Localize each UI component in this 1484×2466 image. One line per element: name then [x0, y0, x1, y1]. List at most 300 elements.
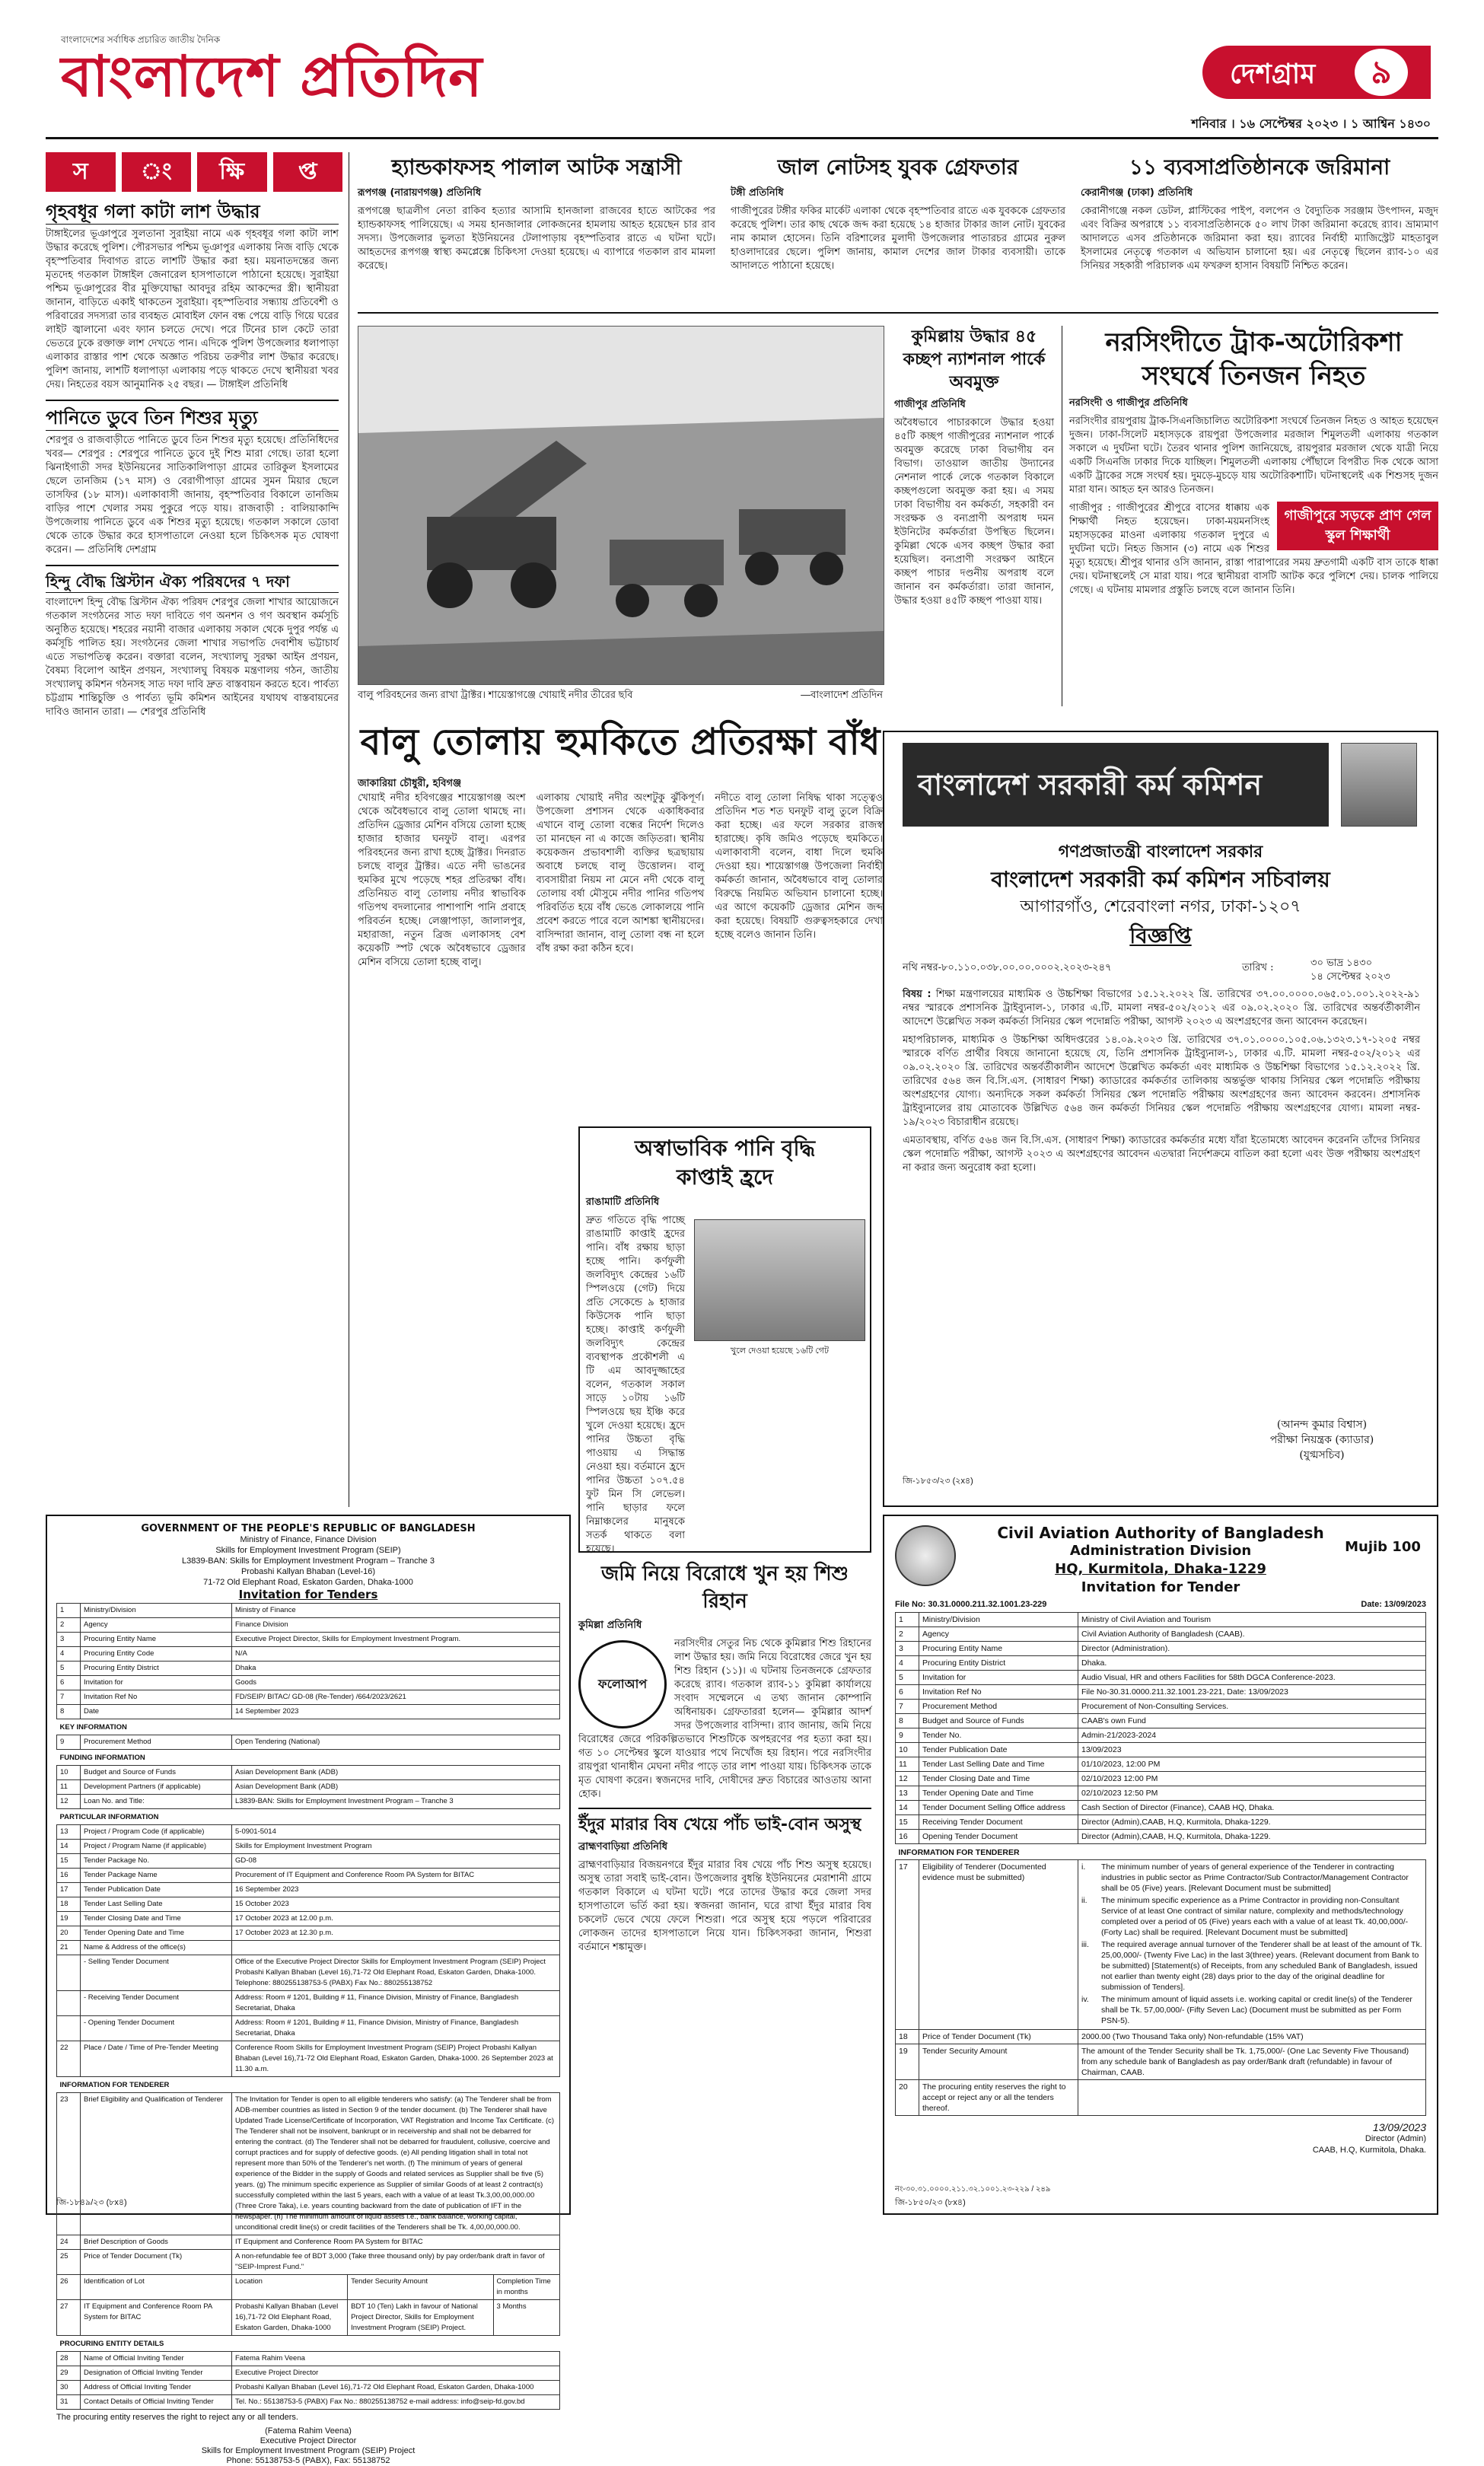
- eligibility-item: [1081, 1994, 1422, 2026]
- table-row: [896, 2080, 1426, 2116]
- table-row: [57, 2275, 560, 2300]
- table-cell: - Selling Tender Document: [81, 1955, 232, 1991]
- sangkhipto-char: ং: [122, 152, 192, 192]
- table-cell: Price of Tender Document (Tk): [919, 2030, 1078, 2044]
- masthead-date: শনিবার । ১৬ সেপ্টেম্বর ২০২৩ । ১ আশ্বিন ১৪৩০: [1191, 116, 1431, 131]
- table-cell: 11: [896, 1757, 919, 1772]
- masthead-rule: [46, 137, 1438, 139]
- table-row: [57, 1618, 560, 1633]
- table-cell: Place / Date / Time of Pre-Tender Meeting: [81, 2041, 232, 2077]
- rihan-story: [578, 1560, 871, 2215]
- brief-fake-note: [731, 152, 1065, 312]
- table-cell: Procuring Entity District: [81, 1662, 232, 1676]
- table-cell: 31: [57, 2395, 81, 2410]
- table-row: [57, 1647, 560, 1662]
- table-cell: Fatema Rahim Veena: [232, 2352, 560, 2366]
- table-cell: Tender Document Selling Office address: [919, 1801, 1078, 1815]
- table-cell: 27: [57, 2300, 81, 2336]
- table-cell: 15: [896, 1815, 919, 1830]
- kaptai-story: [578, 1126, 871, 1553]
- table-cell: 23: [57, 2093, 81, 2235]
- table-cell: Ministry of Finance: [232, 1604, 560, 1618]
- table-row: [896, 1757, 1426, 1772]
- eligibility-list: [1078, 1860, 1426, 2030]
- table-row: [57, 1604, 560, 1618]
- table-cell: Executive Project Director, Skills for Employment Investment Program.: [232, 1633, 560, 1647]
- table-cell: 30: [57, 2381, 81, 2395]
- signer-title: পরীক্ষা নিয়ন্ত্রক (ক্যাডার): [1269, 1434, 1374, 1446]
- table-cell: FD/SEIP/ BITAC/ GD-08 (Re-Tender) /664/2023/2621: [232, 1690, 560, 1705]
- table-cell: The procuring entity reserves the right to accept or reject any or all the tenders thereof.: [919, 2080, 1078, 2116]
- section-tab: [1202, 46, 1431, 99]
- masthead: [46, 30, 1438, 145]
- table-cell: A non-refundable fee of BDT 3,000 (Take three thousand only) by pay order/bank draft in favor of "SEIP-Imprest Fund.": [232, 2250, 560, 2275]
- table-cell: 26: [57, 2275, 81, 2300]
- table-section-header: [57, 1719, 560, 1735]
- item-number: iv.: [1081, 1995, 1089, 2004]
- section-name: দেশগ্রাম: [1230, 59, 1316, 90]
- table-cell: 7: [57, 1690, 81, 1705]
- memo-ref: নং-৩০.৩১.০০০০.২১১.৩২.১০০১.২৩-২২৯ / ২৪৯: [895, 2185, 1051, 2194]
- table-cell: Procuring Entity Name: [919, 1642, 1078, 1656]
- bpsc-subject-label: বিষয় :: [903, 989, 931, 1000]
- section-label: PARTICULAR INFORMATION: [59, 1813, 159, 1821]
- table-row: [57, 1662, 560, 1676]
- article-body: দ্রুত গতিতে বৃদ্ধি পাচ্ছে রাঙামাটি কাপ্তাই হ্রদের পানি। বাঁধ রক্ষায় ছাড়া হচ্ছে পানি। কর্ণফুলী জলবিদ্যুৎ কেন্দ্রের ১৬টি স্পিলওয়ে (গেট) দিয়ে প্রতি সেকেন্ডে ৯ হাজার কিউসেক পানি ছাড়া হচ্ছে। কাপ্তাই কর্ণফুলী জলবিদ্যুৎ কেন্দ্রের ব্যবস্থাপক প্রকৌশলী এ টি এম আবদুজ্জাহের বলেন, গতকাল সকাল সাড়ে ১০টায় ১৬টি স্পিলওয়ে ছয় ইঞ্চি করে খুলে দেওয়া হয়েছে। হ্রদে পানির উচ্চতা বৃদ্ধি পাওয়ায় এ সিদ্ধান্ত নেওয়া হয়। বর্তমানে হ্রদে পানির উচ্চতা ১০৭.৫৪ ফুট মিন সি লেভেল। পানি ছাড়ার ফলে নিম্নাঞ্চলের মানুষকে সতর্ক থাকতে বলা হয়েছে।: [586, 1215, 685, 1555]
- headline: জমি নিয়ে বিরোধে খুন হয় শিশু রিহান: [600, 1563, 849, 1613]
- bpsc-logo-text: বাংলাদেশ সরকারী কর্ম কমিশন: [918, 768, 1263, 801]
- article-body: খোয়াই নদীর হবিগঞ্জের শায়েস্তাগঞ্জ অংশ থেকে অবৈধভাবে বালু তোলা থামছে না। প্রতিদিন ড্রেজার মেশিন বসিয়ে তোলা হচ্ছে হাজার হাজার ঘনফুট বালু। এরপর পরিবহনের জন্য রাখা হচ্ছে ট্রাক্টর। দিনরাত চলছে বালুর ট্রাক্টর। এতে নদী ভাঙনের হুমকির মুখে পড়েছে শহর প্রতিরক্ষা বাঁধ। প্রতিনিয়ত বালু তোলায় নদীর স্বাভাবিক গতিপথ বদলানোর পাশাপাশি পানি প্রবাহে পরিবর্তন হচ্ছে। লেঞ্জাপাড়া, জালালপুর, মহারাজা, নতুন ব্রিজ এলাকাসহ বেশ কয়েকটি স্পট থেকে অবৈধভাবে ড্রেজার মেশিন বসিয়ে তোলা হচ্ছে বালু।: [358, 792, 526, 968]
- table-cell: Project / Program Code (if applicable): [81, 1825, 232, 1840]
- table-cell: Tender Security Amount: [348, 2275, 493, 2300]
- seip-ban: L3839-BAN: Skills for Employment Investment Program – Tranche 3: [182, 1556, 435, 1566]
- table-cell: 15: [57, 1854, 81, 1869]
- table-section-header: [896, 1844, 1426, 1860]
- table-cell: Ministry/Division: [919, 1613, 1078, 1627]
- signer-title: Executive Project Director: [260, 2436, 357, 2445]
- table-cell: Procurement Method: [919, 1700, 1078, 1714]
- bpsc-address: আগারগাঁও, শেরেবাংলা নগর, ঢাকা-১২০৭: [1020, 897, 1301, 916]
- table-cell: 10: [896, 1743, 919, 1757]
- article-body: নরসিংদীর রায়পুরায় ট্রাক-সিএনজিচালিত অটোরিকশা সংঘর্ষে তিনজন নিহত ও আহত হয়েছেন দুজন। ঢাকা-সিলেট মহাসড়কে রায়পুরা উপজেলার মরজাল শিমুলতলী এলাকায় গতকাল সকালে এ দুর্ঘটনা ঘটে। তৈরব থানার পুলিশ জানিয়েছে, রায়পুরার মরজাল থেকে যাত্রী নিয়ে একটি সিএনজি ঢাকার দিকে যাচ্ছিল। শিমুলতলী এলাকায় পৌঁছালে বিপরীত দিক থেকে আসা একটি ট্রাকের সঙ্গে সংঘর্ষ হয়। দুমড়ে-মুচড়ে যায় অটোরিকশাটি। ঘটনাস্থলেই এক শিশুসহ দুজন মারা যান। আহত হন আরও তিনজন।: [1069, 416, 1438, 495]
- followup-label: ফলোআপ: [597, 1676, 648, 1691]
- table-cell: Director (Admin),CAAB, H.Q, Kurmitola, Dhaka-1229.: [1078, 1815, 1426, 1830]
- table-cell: Agency: [81, 1618, 232, 1633]
- table-cell: Finance Division: [232, 1618, 560, 1633]
- table-cell: Executive Project Director: [232, 2366, 560, 2381]
- article-body: ব্রাহ্মণবাড়িয়ার বিজয়নগরে ইঁদুর মারার বিষ খেয়ে পাঁচ শিশু অসুস্থ হয়েছে। অসুস্থ তারা সবাই ভাই-বোন। উপজেলার বুধন্তি ইউনিয়নের মেরাশানী গ্রামে গতকাল বিকালে এ ঘটনা ঘটে। পরে তাদের উদ্ধার করে জেলা সদর হাসপাতালে ভর্তি করা হয়। স্বজনরা জানান, ঘরে রাখা ইঁদুর মারার বিষ চকলেট ভেবে খেয়ে ফেলে শিশুরা। পরে অসুস্থ হয়ে পড়লে পরিবারের লোকজন তাদের হাসপাতালে নিয়ে যান। চিকিৎসকরা জানান, শিশুরা বর্তমানে শঙ্কামুক্ত।: [578, 1859, 871, 1953]
- article-body: অবৈধভাবে পাচারকালে উদ্ধার হওয়া ৪৫টি কচ্ছপ গাজীপুরের ন্যাশনাল পার্কে অবমুক্ত করেছে ঢাকা বিভাগীয় বন বিভাগ। তাওয়াল জাতীয় উদ্যানের নেশনাল পার্কে লেকে গতকাল বিকালে কচ্ছপগুলো অবমুক্ত করা হয়। এ সময় ঢাকা বিভাগীয় বন কর্মকর্তা, সহকারী বন সংরক্ষক ও বন্যপ্রাণী অপরাধ দমন ইউনিটের কর্মকর্তারা উপস্থিত ছিলেন। কুমিল্লা থেকে এসব কচ্ছপ উদ্ধার করা হয়েছিল। বন্যপ্রাণী সংরক্ষণ আইনে কচ্ছপ পাচার দণ্ডনীয় অপরাধ বলে জানান বন কর্মকর্তারা। তারা জানান, উদ্ধার হওয়া ৪৫টি কচ্ছপ পাওয়া যায়।: [894, 417, 1054, 607]
- headline: পানিতে ডুবে তিন শিশুর মৃত্যু: [46, 400, 339, 431]
- table-cell: 15 October 2023: [232, 1897, 560, 1912]
- ad-ref: জি-১৮৪৯/২৩ (৮x৪): [56, 2198, 127, 2207]
- byline: গাজীপুর প্রতিনিধি: [894, 399, 966, 410]
- table-cell: - Receiving Tender Document: [81, 1991, 232, 2016]
- table-cell: Identification of Lot: [81, 2275, 232, 2300]
- table-cell: Invitation Ref No: [919, 1685, 1078, 1700]
- table-row: [57, 2250, 560, 2275]
- bpsc-date-label: তারিখ :: [1242, 962, 1274, 973]
- table-cell: Tel. No.: 55138753-5 (PABX) Fax No.: 880255138752 e-mail address: info@seip-fd.gov.bd: [232, 2395, 560, 2410]
- mujib-portrait: [1341, 743, 1417, 827]
- table-cell: Name of Official Inviting Tender: [81, 2352, 232, 2366]
- byline: রাঙামাটি প্রতিনিধি: [586, 1196, 660, 1208]
- table-row: [57, 2016, 560, 2041]
- table-row: [896, 1671, 1426, 1685]
- table-cell: 3 Months: [493, 2300, 559, 2336]
- eligibility-item: [1081, 1862, 1422, 1894]
- table-cell: Contact Details of Official Inviting Tender: [81, 2395, 232, 2410]
- table-cell: Dhaka: [232, 1662, 560, 1676]
- table-cell: Invitation for: [919, 1671, 1078, 1685]
- table-cell: 14 September 2023: [232, 1705, 560, 1719]
- table-cell: 1: [57, 1604, 81, 1618]
- bpsc-paragraph: এমতাবস্থায়, বর্ণিত ৫৬৪ জন বি.সি.এস. (সাধারণ শিক্ষা) ক্যাডারের কর্মকর্তার মধ্যে যাঁরা ইতোমধ্যে আবেদন করেননি তাঁদের সিনিয়র স্কেল পদোন্নতি পরীক্ষা, আগস্ট ২০২৩ এ অংশগ্রহণের আবেদন এতদ্বারা নির্দেশক্রমে বাতিল করা হলো এবং উক্ত পরীক্ষায় অংশগ্রহণ না করার জন্য অনুরোধ করা হলো।: [903, 1135, 1420, 1174]
- table-cell: Address: Room # 1201, Building # 11, Finance Division, Ministry of Finance, Bangladesh Secretariat, Dhaka: [232, 1991, 560, 2016]
- bpsc-gov: গণপ্রজাতন্ত্রী বাংলাদেশ সরকার: [1058, 843, 1263, 862]
- table-section-header: [57, 1809, 560, 1825]
- table-cell: Tender Opening Date and Time: [81, 1926, 232, 1941]
- seip-title: Invitation for Tenders: [238, 1588, 378, 1601]
- table-row: [896, 1743, 1426, 1757]
- table-row: [57, 1869, 560, 1883]
- table-cell: 13: [896, 1786, 919, 1801]
- table-cell: CAAB's own Fund: [1078, 1714, 1426, 1728]
- table-row: [57, 1780, 560, 1795]
- table-cell: Asian Development Bank (ADB): [232, 1780, 560, 1795]
- table-cell: 5-0901-5014: [232, 1825, 560, 1840]
- ad-ref: জি-১৮৫৩/২৩ (২x৪): [903, 1477, 973, 1486]
- table-cell: 29: [57, 2366, 81, 2381]
- seip-bhaban: Probashi Kallyan Bhaban (Level-16): [240, 1567, 376, 1576]
- signature-date: 13/09/2023: [1372, 2121, 1426, 2133]
- photo-caption: বালু পরিবহনের জন্য রাখা ট্রাক্টর। শায়েস্তাগঞ্জে খোয়াই নদীর তীরের ছবি: [358, 689, 633, 700]
- table-row: [896, 1815, 1426, 1830]
- article-body: এলাকায় খোয়াই নদীর অংশটুকু ঝুঁকিপূর্ণ। উপজেলা প্রশাসন থেকে একাধিকবার এখানে বালু তোলা বন্ধের নির্দেশ দিলেও তা মানছেন না এ কাজে জড়িতরা। স্থানীয় কয়েকজন প্রভাবশালী ব্যক্তির ছত্রছায়ায় অবাধে চলছে বালু উত্তোলন। বালু ব্যবসায়ীরা নিয়ম না মেনে নদী থেকে বালু তোলায় বর্ষা মৌসুমে নদীর পানির গতিপথ পরিবর্তিত হয়ে বাঁধ ভেঙে লোকালয়ে পানি প্রবেশ করতে পারে বলে আশঙ্কা স্থানীয়দের। বাসিন্দারা জানান, বালু তোলা বন্ধ না হলে বাঁধ রক্ষা করা কঠিন হবে।: [536, 792, 705, 954]
- table-cell: Goods: [232, 1676, 560, 1690]
- article-body: কেরানীগঞ্জে নকল ডেটল, প্লাস্টিকের পাইপ, বলপেন ও বৈদ্যুতিক সরঞ্জাম উৎপাদন, মজুদ এবং বিক্রির অপরাধে ১১ ব্যবসাপ্রতিষ্ঠানকে ৫০ লাখ টাকা জরিমানা করেছে র‌্যাব। ভ্রাম্যমাণ আদালতে এসব প্রতিষ্ঠানকে জরিমানা করা হয়। র‌্যাবের নির্বাহী ম্যাজিস্ট্রেট মাহতাবুল ইসলামের নেতৃত্বে গতকাল এ অভিযান চালানো হয়। এর নেতৃত্বে ছিলেন র‌্যাব-১০ এর সিনিয়র সহকারী পরিচালক এম ফখরুল হাসান বিষয়টি নিশ্চিত করেন।: [1081, 206, 1438, 272]
- signer-title: Director (Admin): [1365, 2134, 1426, 2143]
- section-label: INFORMATION FOR TENDERER: [59, 2081, 170, 2089]
- table-cell: Open Tendering (National): [232, 1735, 560, 1750]
- table-row: [57, 1926, 560, 1941]
- signer-contact: Phone: 55138753-5 (PABX), Fax: 55138752: [226, 2456, 390, 2465]
- table-cell: Date: [81, 1705, 232, 1719]
- table-cell: Brief Eligibility and Qualification of Tenderer: [81, 2093, 232, 2235]
- eligibility-item: [1081, 1895, 1422, 1938]
- article-body: বাংলাদেশ হিন্দু বৌদ্ধ খ্রিস্টান ঐক্য পরিষদ শেরপুর জেলা শাখার আয়োজনে গতকাল সংগঠনের সাত দফা দাবিতে গণ অনশন ও গণ অবস্থান কর্মসূচি অনুষ্ঠিত হয়েছে। শহরের নয়ানী বাজার এলাকায় সকাল থেকে দুপুর পর্যন্ত এ কর্মসূচি পালিত হয়। সংগঠনের জেলা শাখার সভাপতি দেবাশীষ ভট্টাচার্য এতে সভাপতিত্ব করেন। বক্তারা বলেন, সংখ্যালঘু সুরক্ষা আইন প্রণয়ন, বৈষম্য বিলোপ আইন প্রণয়ন, সংখ্যালঘু বিষয়ক মন্ত্রণালয় গঠন, জাতীয় সংখ্যালঘু কমিশন গঠনসহ সাত দফা দাবি দ্রুত বাস্তবায়ন করতে হবে। পার্বত্য চট্টগ্রাম শান্তিচুক্তি ও পার্বত্য ভূমি কমিশন আইনের যথাযথ বাস্তবায়নের দাবিও জানান তারা। — শেরপুর প্রতিনিধি: [46, 597, 339, 718]
- table-row: [896, 1627, 1426, 1642]
- feature-body: [358, 792, 883, 1111]
- table-cell: 02/10/2023 12:50 PM: [1078, 1786, 1426, 1801]
- signer-name: (আনন্দ কুমার বিশ্বাস): [1276, 1419, 1368, 1431]
- table-cell: Skills for Employment Investment Program: [232, 1840, 560, 1854]
- table-cell: 16 September 2023: [232, 1883, 560, 1897]
- table-cell: 2: [57, 1618, 81, 1633]
- item-number: ii.: [1081, 1896, 1088, 1905]
- table-cell: 17: [896, 1860, 919, 2030]
- sangkhipto-char: ক্ষি: [197, 152, 267, 192]
- table-cell: 1: [896, 1613, 919, 1627]
- table-cell: Cash Section of Director (Finance), CAAB HQ, Dhaka.: [1078, 1801, 1426, 1815]
- section-label: FUNDING INFORMATION: [59, 1754, 145, 1762]
- table-cell: Tender Publication Date: [81, 1883, 232, 1897]
- table-cell: 18: [57, 1897, 81, 1912]
- byline: ব্রাহ্মণবাড়িয়া প্রতিনিধি: [578, 1841, 668, 1853]
- caab-emblem: [895, 1525, 956, 1586]
- table-cell: [232, 1941, 560, 1955]
- table-cell: 12: [57, 1795, 81, 1809]
- table-cell: Invitation for: [81, 1676, 232, 1690]
- eligibility-item: [1081, 1939, 1422, 1993]
- photo-credit: —বাংলাদেশ প্রতিদিন: [801, 689, 883, 700]
- table-cell: Tender Closing Date and Time: [81, 1912, 232, 1926]
- table-cell: Eligibility of Tenderer (Documented evidence must be submitted): [919, 1860, 1078, 2030]
- table-row: [57, 1795, 560, 1809]
- signer-name: (Fatema Rahim Veena): [265, 2426, 352, 2436]
- byline: কেরানীগঞ্জ (ঢাকা) প্রতিনিধি: [1081, 187, 1193, 199]
- feature-byline: জাকারিয়া চৌধুরী, হবিগঞ্জ: [358, 778, 462, 789]
- table-cell: Tender Opening Date and Time: [919, 1786, 1078, 1801]
- headline: ইঁদুর মারার বিষ খেয়ে পাঁচ ভাই-বোন অসুস্থ: [578, 1808, 871, 1837]
- table-cell: The amount of the Tender Security shall be Tk. 1,75,000/- (One Lac Seventy Five Thousand) from any schedule bank of Bangladesh as pay order/Bank draft (refundable) in favour of Chairman, CAAB.: [1078, 2044, 1426, 2080]
- table-row: [57, 1854, 560, 1869]
- table-section-header: [57, 1750, 560, 1766]
- seip-gov: GOVERNMENT OF THE PEOPLE'S REPUBLIC OF BANGLADESH: [141, 1523, 476, 1534]
- table-cell: [1078, 2080, 1426, 2116]
- table-cell: Budget and Source of Funds: [919, 1714, 1078, 1728]
- table-cell: Opening Tender Document: [919, 1830, 1078, 1844]
- table-cell: Procurement of Non-Consulting Services.: [1078, 1700, 1426, 1714]
- bpsc-body: [903, 988, 1420, 1414]
- table-row: [57, 1676, 560, 1690]
- table-cell: 21: [57, 1941, 81, 1955]
- seip-program: Skills for Employment Investment Program (SEIP): [215, 1546, 401, 1555]
- item-text: The minimum specific experience as a Prime Contractor in providing non-Consultant Service of at least One contract of similar nature, complexity and methods/technology completed over a period of 05 (Five) years each with a value of at least Tk. 40,00,000/- (Forty Lac) shall be required. [Relevant Document must be submitted]: [1101, 1896, 1409, 1937]
- table-row: [57, 2381, 560, 2395]
- table-cell: Completion Time in months: [493, 2275, 559, 2300]
- table-cell: IT Equipment and Conference Room PA System for BITAC: [81, 2300, 232, 2336]
- table-row: [896, 1656, 1426, 1671]
- table-row: [896, 1772, 1426, 1786]
- table-cell: 19: [896, 2044, 919, 2080]
- table-cell: Civil Aviation Authority of Bangladesh (CAAB).: [1078, 1627, 1426, 1642]
- table-cell: 3: [57, 1633, 81, 1647]
- bpsc-subject: শিক্ষা মন্ত্রণালয়ের মাধ্যমিক ও উচ্চশিক্ষা বিভাগের ১৫.১২.২০২২ খ্রি. তারিখের ৩৭.০০.০০০০.০৬৫.০১.০০১.২০২২-৯১ নম্বর স্মারকে প্রশাসনিক ট্রাইব্যুনাল-১, ঢাকার এ.টি. মামলা নম্বর-৫০২/২০১২ এর ০৯.০২.২০২০ খ্রি. তারিখের অন্তর্বর্তীকালীন আদেশে উল্লেখিত সকল কর্মকর্তা সিনিয়র স্কেল পদোন্নতি পরীক্ষা, আগস্ট ২০২৩ এ অংশগ্রহণের জন্য আবেদন করেছেন।: [903, 989, 1420, 1028]
- caab-h1: Civil Aviation Authority of Bangladesh: [997, 1524, 1324, 1542]
- article-body: নরসিংদীর সেতুর নিচ থেকে কুমিল্লার শিশু রিহানের লাশ উদ্ধার হয়। জমি নিয়ে বিরোধের জেরে খুন হয় শিশু রিহান (১১)। এ ঘটনায় তিনজনকে গ্রেফতার করেছে র‌্যাব। গতকাল র‌্যাব-১১ কুমিল্লা কার্যালয়ে সংবাদ সম্মেলনে এ তথ্য জানান কোম্পানি অধিনায়ক। গ্রেফতাররা হলেন— কুমিল্লার আদর্শ সদর উপজেলার বাসিন্দা। র‌্যাব জানায়, জমি নিয়ে বিরোধের জেরে পরিকল্পিতভাবে শিশুটিকে অপহরণের পর হত্যা করা হয়। গত ১০ সেপ্টেম্বর স্কুলে যাওয়ার পথে নিখোঁজ হয় রিহান। পরে নরসিংদীর রায়পুরা থানাধীন মেঘনা নদীর পাড়ে তার লাশ পাওয়া যায়। চিকিৎসক তাকে মৃত ঘোষণা করেন। স্বজনদের দাবি, দোষীদের দ্রুত বিচারের আওতায় আনা হোক।: [578, 1638, 871, 1800]
- sangkhipto-char: স: [46, 152, 116, 192]
- bpsc-logo-banner: [903, 743, 1329, 827]
- table-cell: GD-08: [232, 1854, 560, 1869]
- seip-address: 71-72 Old Elephant Road, Eskaton Garden, Dhaka-1000: [203, 1578, 413, 1587]
- table-cell: 5: [896, 1671, 919, 1685]
- table-row: [896, 1786, 1426, 1801]
- table-cell: [57, 2016, 81, 2041]
- table-cell: Tender Package No.: [81, 1854, 232, 1869]
- table-cell: 17 October 2023 at 12.30 p.m.: [232, 1926, 560, 1941]
- caab-h3: HQ, Kurmitola, Dhaka-1229: [1055, 1561, 1266, 1577]
- table-cell: Invitation Ref No: [81, 1690, 232, 1705]
- followup-badge: [578, 1640, 667, 1728]
- table-row: [896, 1642, 1426, 1656]
- table-cell: Brief Description of Goods: [81, 2235, 232, 2250]
- seip-reserve: The procuring entity reserves the right to reject any or all tenders.: [56, 2413, 298, 2422]
- sangkhipto-char: প্ত: [273, 152, 343, 192]
- article-body: শেরপুর ও রাজবাড়ীতে পানিতে ডুবে তিন শিশুর মৃত্যু হয়েছে। প্রতিনিধিদের খবর— শেরপুর : শেরপুরে পানিতে ডুবে দুই শিশু মারা গেছে। তারা হলো ঝিনাইগাতী সদর ইউনিয়নের সাতিকালিপাড়া গ্রামের তারিকুল ইসলামের ছেলে তানজিম (১৭ মাস) ও বেরাগীপাড়া গ্রামের সুমন মিয়ার ছেলে তাসফির (১৮ মাস)। এলাকাবাসী জানায়, বৃহস্পতিবার বিকালে তানজিম বাড়ির পাশে খেলার সময় পুকুরে পড়ে যায়। রাজবাড়ী : বালিয়াকান্দি উপজেলায় পানিতে ডুবে এক শিশুর মৃত্যু হয়েছে। গতকাল সকালে ডোবা থেকে তাকে উদ্ধার করে হাসপাতালে নেওয়া হলে চিকিৎসক মৃত ঘোষণা করেন। — প্রতিনিধি দেশগ্রাম: [46, 435, 339, 556]
- table-cell: 11: [57, 1780, 81, 1795]
- table-cell: 13: [57, 1825, 81, 1840]
- seip-table: [56, 1603, 560, 2410]
- table-cell: Procurement of IT Equipment and Conference Room PA System for BITAC: [232, 1869, 560, 1883]
- table-cell: - Opening Tender Document: [81, 2016, 232, 2041]
- table-cell: 6: [896, 1685, 919, 1700]
- bpsc-signature: [1219, 1417, 1425, 1463]
- headline: কাপ্তাই হ্রদে: [676, 1164, 774, 1190]
- table-cell: Procurement Method: [81, 1735, 232, 1750]
- table-row: [896, 2044, 1426, 2080]
- table-cell: 02/10/2023 12:00 PM: [1078, 1772, 1426, 1786]
- table-cell: [57, 1955, 81, 1991]
- caab-h2: Administration Division: [1069, 1543, 1252, 1559]
- table-cell: 14: [896, 1801, 919, 1815]
- table-row: [57, 1941, 560, 1955]
- article-body: টাঙ্গাইলের ভূঞাপুরে সুলতানা সুরাইয়া নামে এক গৃহবধূর গলা কাটা লাশ উদ্ধার করেছে পুলিশ। পৌরসভার পশ্চিম ভূঞাপুর এলাকায় নিজ বাড়ি থেকে বৃহস্পতিবার দিবাগত রাতে লাশটি উদ্ধার করা হয়। ময়নাতদন্তের জন্য মৃতদেহ গতকাল টাঙ্গাইল জেনারেল হাসপাতালে পাঠানো হয়েছে। সুরাইয়া পশ্চিম ভূঞাপুরের বীর মুক্তিযোদ্ধা আবদুর রহিম আকন্দের স্ত্রী। স্থানীয়রা জানান, বাড়িতে একাই থাকতেন সুরাইয়া। বৃহস্পতিবার সন্ধ্যায় প্রতিবেশী ও পরিবারের সদস্যরা তার ব্যবহৃত মোবাইল ফোন বন্ধ পেয়ে বাড়ি গিয়ে ঘরের লাইট জ্বালানো এবং ফ্যান চলতে দেখে। পরে টিনের চাল কেটে তারা ভেতরে ঢুকে রক্তাক্ত লাশ দেখতে পান। এদিকে পুলিশ উপজেলার ধলাপাড়া এলাকার রাস্তার পাশ থেকে অজ্ঞাত পরিচয় তরুণীর লাশ উদ্ধার করেছে। পুলিশ জানায়, লাশটি ধলাপাড়া এলাকায় পড়ে থাকতে দেখে স্থানীয়রা খবর দেয়। নিহতের বয়স আনুমানিক ২৫ বছর। — টাঙ্গাইল প্রতিনিধি: [46, 228, 339, 390]
- table-cell: 7: [896, 1700, 919, 1714]
- bpsc-paragraph: মহাপরিচালক, মাধ্যমিক ও উচ্চশিক্ষা অধিদপ্তরের ১৪.০৯.২০২৩ খ্রি. তারিখের ৩৭.০১.০০০০.১০৫.০৬.১৩২৩.১৭-১২০৫ নম্বর স্মারকে বর্ণিত প্রার্থীর বিষয়ে জানানো হয়েছে যে, তিনি প্রশাসনিক ট্রাইব্যুনাল-১, ঢাকার এ.টি. মামলা নম্বর-৫০২/২০১২ এর ০৯.০২.২০২০ খ্রি. তারিখের অন্তর্বর্তীকালীন আদেশে উল্লেখিত কর্মকর্তা এবং মাধ্যমিক ও উচ্চশিক্ষা বিভাগের ১৫.১২.২০২২ খ্রি. তারিখের ৫৬৪ জন বি.সি.এস. (সাধারণ শিক্ষা) ক্যাডারের কর্মকর্তার তালিকায় অন্তর্ভুক্ত থাকায় সিনিয়র স্কেল পদোন্নতি পরীক্ষায় অংশগ্রহণের যোগ্য। অন্যদিকে সকল কর্মকর্তা সিনিয়র স্কেল পদোন্নতি পরীক্ষায় অংশগ্রহণের জন্য আবেদন করবেন। প্রশাসনিক ট্রাইব্যুনালের রায় মোতাবেক উল্লিখিত ৫৬৪ জন কর্মকর্তা সিনিয়র স্কেল পদোন্নতি পরীক্ষায় অংশগ্রহণের যোগ্য। মামলা নম্বর- ১৯/২০২৩ বিচারাধীন রয়েছে।: [903, 1034, 1420, 1128]
- table-section-header: [57, 2077, 560, 2093]
- table-cell: Probashi Kallyan Bhaban (Level 16),71-72 Old Elephant Road, Eskaton Garden, Dhaka-1000: [232, 2300, 348, 2336]
- table-row: [57, 2366, 560, 2381]
- byline: কুমিল্লা প্রতিনিধি: [578, 1620, 642, 1631]
- table-cell: Tender Last Selling Date: [81, 1897, 232, 1912]
- article-body: গাজীপুরের টঙ্গীর ফকির মার্কেট এলাকা থেকে বৃহস্পতিবার রাতে এক যুবককে গ্রেফতার করেছে পুলিশ। তার কাছ থেকে জব্দ করা হয়েছে ১৪ হাজার টাকার জাল নোট। যুবকের নাম কামাল হোসেন। তিনি বরিশালের মুলাদী উপজেলার পাতারচর গ্রামের নুরুল হাওলাদারের ছেলে। পুলিশ জানায়, কামাল দেশের জাল টাকার ব্যবসায়ী। তাকে আদালতে পাঠানো হয়েছে।: [731, 206, 1065, 272]
- table-row: [57, 1690, 560, 1705]
- bpsc-date-english: ১৪ সেপ্টেম্বর ২০২৩: [1310, 971, 1390, 983]
- article-body: গাজীপুর : গাজীপুরের শ্রীপুরে বাসের ধাক্কায় এক শিক্ষার্থী নিহত হয়েছেন। ঢাকা-ময়মনসিংহ মহাসড়কের মাওনা এলাকায় গতকাল দুপুরে এ দুর্ঘটনা ঘটে। নিহত জিসান (৩) নামে এক শিশুর মৃত্যু হয়েছে। শ্রীপুর থানার ওসি জানান, রাস্তা পারাপারের সময় দ্রুতগামী একটি বাস তাকে ধাক্কা দেয়। ঘটনাস্থলেই সে মারা যায়। পরে স্থানীয়রা বাসটি আটক করে পুলিশে দেয়। চালক পালিয়ে গেছে। এ ঘটনায় মামলার প্রস্তুতি চলছে বলে জানান তিনি।: [1069, 502, 1438, 596]
- left-briefs: [46, 199, 339, 1501]
- byline: টঙ্গী প্রতিনিধি: [731, 187, 784, 199]
- table-row: [896, 1714, 1426, 1728]
- table-cell: 20: [57, 1926, 81, 1941]
- item-text: The minimum number of years of general experience of the Tenderer in contracting industries in public sector as Prime Contractor/Sub Contractor/Management Contractor shall be 05 (Five) years. [Relevant Document must be submitted]: [1101, 1862, 1409, 1893]
- caab-table: [895, 1612, 1426, 2116]
- table-cell: Tender No.: [919, 1728, 1078, 1743]
- table-cell: Name & Address of the office(s): [81, 1941, 232, 1955]
- mujib-logo: Mujib 100: [1345, 1539, 1421, 1555]
- table-cell: Tender Last Selling Date and Time: [919, 1757, 1078, 1772]
- table-cell: Tender Security Amount: [919, 2044, 1078, 2080]
- brief-handcuff: [358, 152, 715, 312]
- table-cell: Procuring Entity District: [919, 1656, 1078, 1671]
- accident-story: [1069, 326, 1438, 722]
- table-cell: 10: [57, 1766, 81, 1780]
- table-cell: 17 October 2023 at 12.00 p.m.: [232, 1912, 560, 1926]
- item-number: i.: [1081, 1862, 1086, 1872]
- table-cell: 4: [896, 1656, 919, 1671]
- item-number: iii.: [1081, 1940, 1089, 1949]
- table-cell: Asian Development Bank (ADB): [232, 1766, 560, 1780]
- caab-tender: [883, 1515, 1438, 2215]
- table-row: [57, 2395, 560, 2410]
- table-row: [896, 1801, 1426, 1815]
- table-cell: [57, 1991, 81, 2016]
- tractor-illustration: [358, 327, 884, 684]
- table-cell: 5: [57, 1662, 81, 1676]
- table-cell: 12: [896, 1772, 919, 1786]
- table-row: [57, 1766, 560, 1780]
- table-cell: 18: [896, 2030, 919, 2044]
- table-row: [57, 2093, 560, 2235]
- table-cell: Ministry/Division: [81, 1604, 232, 1618]
- table-cell: 14: [57, 1840, 81, 1854]
- table-cell: Location: [232, 2275, 348, 2300]
- table-cell: Office of the Executive Project Director Skills for Employment Investment Program (SEIP) Project Probashi Kallyan Bhaban (Level 16),71-72 Old Elephant Road, Eskaton Garden, Dhaka-1000. Telephone: 880255138753-5 (PABX) Fax No.: 880255138752: [232, 1955, 560, 1991]
- byline: রূপগঞ্জ (নারায়ণগঞ্জ) প্রতিনিধি: [358, 187, 482, 199]
- section-label: KEY INFORMATION: [59, 1723, 127, 1732]
- table-cell: Dhaka.: [1078, 1656, 1426, 1671]
- table-cell: 13/09/2023: [1078, 1743, 1426, 1757]
- seip-signature: [56, 2426, 560, 2466]
- caab-date: Date: 13/09/2023: [1361, 1600, 1426, 1609]
- headline: ১১ ব্যবসাপ্রতিষ্ঠানকে জরিমানা: [1129, 155, 1390, 180]
- table-cell: 3: [896, 1642, 919, 1656]
- table-row: [57, 2235, 560, 2250]
- table-row: [57, 2352, 560, 2366]
- table-row: [57, 2300, 560, 2336]
- table-cell: Director (Admin),CAAB, H.Q, Kurmitola, Dhaka-1229.: [1078, 1830, 1426, 1844]
- top-row-rule: [358, 312, 1438, 314]
- table-cell: BDT 10 (Ten) Lakh in favour of National Project Director, Skills for Employment Investment Program (SEIP) Project.: [348, 2300, 493, 2336]
- table-cell: Director (Administration).: [1078, 1642, 1426, 1656]
- signer-title: Skills for Employment Investment Program (SEIP) Project: [201, 2446, 416, 2455]
- table-row: [57, 1955, 560, 1991]
- table-cell: Agency: [919, 1627, 1078, 1642]
- table-cell: Audio Visual, HR and others Facilities for 58th DGCA Conference-2023.: [1078, 1671, 1426, 1685]
- table-row: [57, 1825, 560, 1840]
- table-cell: Procuring Entity Code: [81, 1647, 232, 1662]
- bpsc-memo: নথি নম্বর-৮০.১১০.০৩৮.০০.০০.০০০২.২০২৩-২৪৭: [903, 962, 1112, 973]
- table-cell: N/A: [232, 1647, 560, 1662]
- table-row: [896, 1613, 1426, 1627]
- table-cell: 9: [896, 1728, 919, 1743]
- feature-headline: বালু তোলায় হুমকিতে প্রতিরক্ষা বাঁধ: [360, 721, 881, 763]
- table-cell: Address of Official Inviting Tender: [81, 2381, 232, 2395]
- table-cell: Development Partners (if applicable): [81, 1780, 232, 1795]
- table-row: [896, 1830, 1426, 1844]
- bpsc-office: বাংলাদেশ সরকারী কর্ম কমিশন সচিবালয়: [991, 867, 1330, 892]
- table-cell: 16: [57, 1869, 81, 1883]
- table-row: [57, 1705, 560, 1719]
- table-cell: 8: [896, 1714, 919, 1728]
- article-body: নদীতে বালু তোলা নিষিদ্ধ থাকা সত্ত্বেও প্রতিদিন শত শত ঘনফুট বালু তুলে বিক্রি করা হচ্ছে। এর ফলে সরকার রাজস্ব হারাচ্ছে। কৃষি জমিও পড়েছে হুমকিতে। এলাকাবাসী বলেন, বাধা দিলে হুমকি দেওয়া হয়। শায়েস্তাগঞ্জ উপজেলা নির্বাহী কর্মকর্তা জানান, অবৈধভাবে বালু তোলার বিরুদ্ধে নিয়মিত অভিযান চালানো হচ্ছে। এর আগে কয়েকটি ড্রেজার মেশিন জব্দ করা হয়েছে। বিষয়টি গুরুত্বসহকারে দেখা হচ্ছে বলেও জানান তিনি।: [715, 792, 884, 941]
- ad-ref: জি-১৮৫০/২৩ (৮x৪): [895, 2198, 966, 2207]
- table-row: [57, 1912, 560, 1926]
- table-cell: 01/10/2023, 12:00 PM: [1078, 1757, 1426, 1772]
- table-cell: 16: [896, 1830, 919, 1844]
- table-cell: 6: [57, 1676, 81, 1690]
- item-text: The minimum amount of liquid assets i.e. working capital or credit line(s) of the Tenderer shall be Tk. 57,00,000/- (Fifty Seven Lac) (Document must be submitted as per Form PSN-5).: [1101, 1995, 1412, 2025]
- section-label: INFORMATION FOR TENDERER: [898, 1848, 1020, 1857]
- table-row: [57, 1633, 560, 1647]
- table-section-header: [57, 2336, 560, 2352]
- dam-photo: [694, 1219, 865, 1341]
- table-row: [896, 2030, 1426, 2044]
- table-cell: Tender Closing Date and Time: [919, 1772, 1078, 1786]
- table-row: [57, 1883, 560, 1897]
- headline: গৃহবধূর গলা কাটা লাশ উদ্ধার: [46, 199, 339, 225]
- signer-title: (যুগ্মসচিব): [1299, 1449, 1345, 1461]
